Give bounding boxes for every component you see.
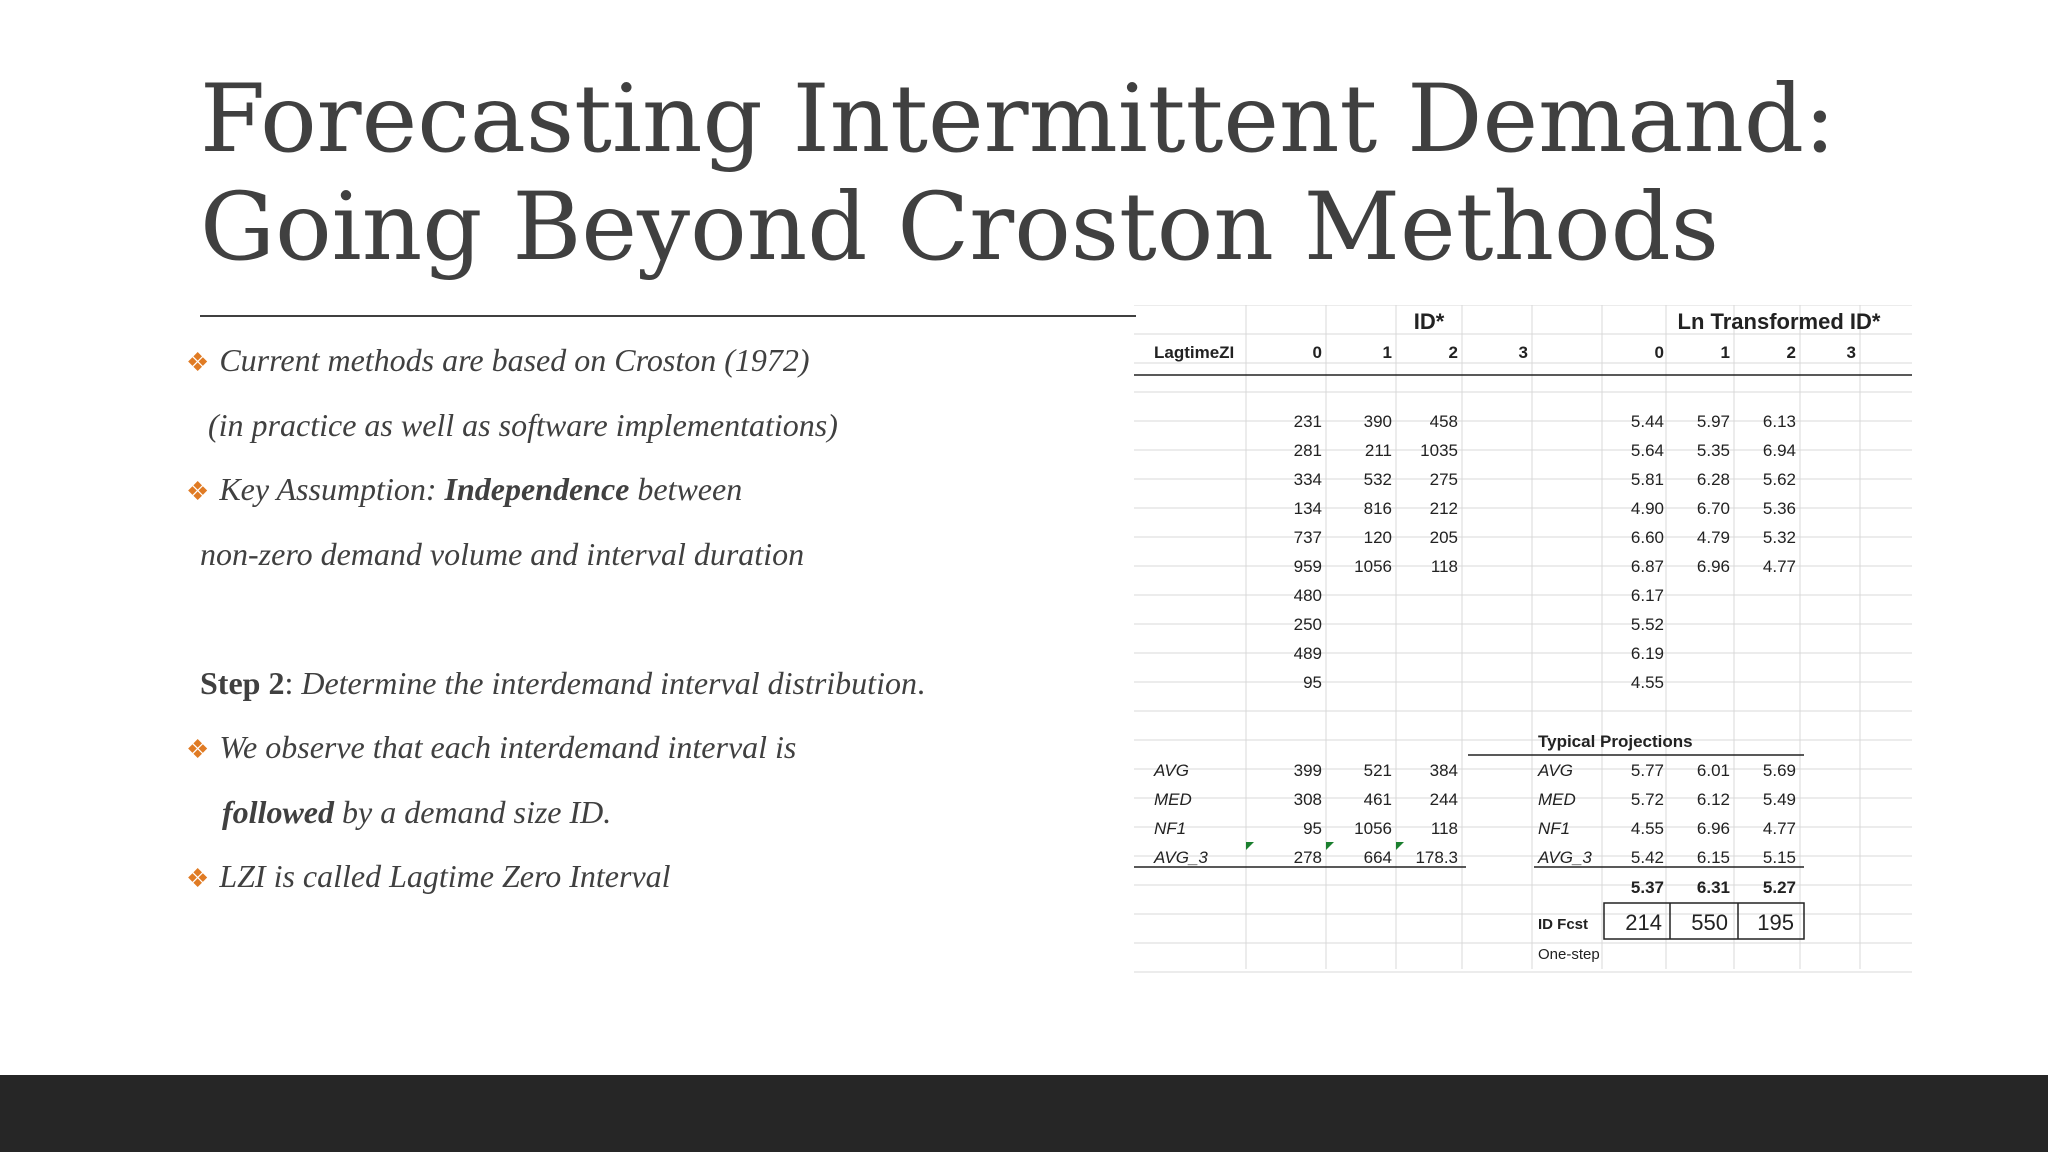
bullet-item <box>186 729 796 766</box>
table-cell: 489 <box>1293 644 1322 663</box>
table-cell: 6.12 <box>1696 790 1730 809</box>
table-cell: 4.77 <box>1762 557 1796 576</box>
typical-projections-label: Typical Projections <box>1538 732 1693 751</box>
bullet-item <box>186 471 742 508</box>
stat-label: AVG <box>1538 761 1573 780</box>
step-label: Step 2 <box>200 665 285 701</box>
table-cell: 458 <box>1429 412 1458 431</box>
bullet-text: by a demand size ID. <box>333 794 612 830</box>
bullet-text: Key Assumption: <box>219 471 445 507</box>
column-header: 1 <box>1720 343 1730 362</box>
spreadsheet-image <box>1134 305 1914 975</box>
step-text: Determine the interdemand interval distribution <box>301 665 917 701</box>
table-cell: 5.69 <box>1762 761 1796 780</box>
table-cell: 205 <box>1429 528 1458 547</box>
footer-bar <box>0 1075 2048 1152</box>
stat-label: NF1 <box>1538 819 1571 838</box>
total-cell: 5.37 <box>1630 878 1664 897</box>
bullet-emphasis: followed <box>222 794 334 830</box>
bullet-text: between <box>629 471 743 507</box>
table-cell: 212 <box>1429 499 1458 518</box>
column-header: 3 <box>1846 343 1856 362</box>
table-cell: 244 <box>1429 790 1458 809</box>
table-cell: 5.62 <box>1762 470 1796 489</box>
step-end: . <box>916 665 925 701</box>
stat-label: AVG <box>1154 761 1189 780</box>
table-cell: 308 <box>1293 790 1322 809</box>
table-cell: 4.90 <box>1630 499 1664 518</box>
table-cell: 134 <box>1293 499 1322 518</box>
slide-title-line-1: Forecasting Intermittent Demand: <box>200 65 1836 174</box>
table-cell: 384 <box>1429 761 1458 780</box>
table-cell: 5.35 <box>1696 441 1730 460</box>
diamond-bullet-icon: ❖ <box>186 864 210 893</box>
table-cell: 6.17 <box>1630 586 1664 605</box>
spreadsheet-grid <box>1134 305 1914 975</box>
table-cell: 120 <box>1363 528 1392 547</box>
table-cell: 5.64 <box>1630 441 1664 460</box>
one-step-label: One-step <box>1538 946 1600 963</box>
table-cell: 5.36 <box>1762 499 1796 518</box>
table-cell: 5.72 <box>1630 790 1664 809</box>
table-cell: 1056 <box>1354 557 1392 576</box>
forecast-label: ID Fcst <box>1538 916 1589 933</box>
bullet-emphasis: Independence <box>444 471 630 507</box>
bullet-text: We observe that each interdemand interval is <box>219 729 797 765</box>
table-cell: 250 <box>1293 615 1322 634</box>
forecast-cell: 195 <box>1757 910 1794 935</box>
table-cell: 390 <box>1363 412 1392 431</box>
table-cell: 118 <box>1430 557 1458 576</box>
bullet-continuation: (in practice as well as software implementations) <box>208 407 838 443</box>
slide-title <box>200 66 1900 282</box>
column-group-header: Ln Transformed ID* <box>1677 309 1881 334</box>
table-cell: 5.77 <box>1630 761 1664 780</box>
stat-label: AVG_3 <box>1538 848 1592 867</box>
table-cell: 231 <box>1293 412 1322 431</box>
stat-label: NF1 <box>1154 819 1187 838</box>
table-cell: 521 <box>1363 761 1392 780</box>
diamond-bullet-icon: ❖ <box>186 348 210 377</box>
cell-warning-marker <box>1326 842 1334 850</box>
table-cell: 6.96 <box>1696 557 1730 576</box>
forecast-cell: 214 <box>1625 910 1662 935</box>
table-cell: 1035 <box>1420 441 1458 460</box>
stat-label: MED <box>1154 790 1192 809</box>
table-cell: 6.60 <box>1630 528 1664 547</box>
title-divider <box>200 315 1136 317</box>
slide-title-line-2: Going Beyond Croston Methods <box>200 173 1720 282</box>
table-cell: 6.28 <box>1696 470 1730 489</box>
column-header: 1 <box>1382 343 1392 362</box>
column-header: 3 <box>1518 343 1528 362</box>
table-cell: 959 <box>1293 557 1322 576</box>
table-cell: 5.81 <box>1630 470 1664 489</box>
table-cell: 4.79 <box>1696 528 1730 547</box>
table-cell: 95 <box>1303 673 1322 692</box>
table-cell: 95 <box>1303 819 1322 838</box>
table-cell: 5.44 <box>1630 412 1664 431</box>
diamond-bullet-icon: ❖ <box>186 735 210 764</box>
table-cell: 6.13 <box>1762 412 1796 431</box>
column-header: 2 <box>1786 343 1796 362</box>
cell-warning-marker <box>1396 842 1404 850</box>
table-cell: 5.52 <box>1630 615 1664 634</box>
table-cell: 5.42 <box>1630 848 1664 867</box>
table-cell: 211 <box>1364 441 1392 460</box>
table-cell: 6.87 <box>1630 557 1664 576</box>
table-cell: 461 <box>1363 790 1392 809</box>
table-cell: 737 <box>1293 528 1322 547</box>
table-cell: 334 <box>1293 470 1322 489</box>
table-cell: 4.55 <box>1630 819 1664 838</box>
table-cell: 6.70 <box>1696 499 1730 518</box>
table-cell: 6.19 <box>1630 644 1664 663</box>
bullet-item <box>186 858 671 895</box>
table-cell: 5.49 <box>1762 790 1796 809</box>
bullet-continuation: non-zero demand volume and interval duration <box>200 536 805 572</box>
table-cell: 275 <box>1429 470 1458 489</box>
step-line <box>200 665 925 702</box>
table-cell: 1056 <box>1354 819 1392 838</box>
row-header-label: LagtimeZI <box>1154 343 1235 362</box>
stat-label: AVG_3 <box>1154 848 1208 867</box>
table-cell: 6.01 <box>1696 761 1730 780</box>
table-cell: 6.96 <box>1696 819 1730 838</box>
table-cell: 6.94 <box>1762 441 1796 460</box>
table-cell: 278 <box>1293 848 1322 867</box>
column-header: 2 <box>1448 343 1458 362</box>
stat-label: MED <box>1538 790 1576 809</box>
total-cell: 6.31 <box>1696 878 1730 897</box>
bullet-continuation <box>222 794 611 831</box>
table-cell: 4.77 <box>1762 819 1796 838</box>
column-group-header: ID* <box>1413 309 1445 334</box>
table-cell: 5.32 <box>1762 528 1796 547</box>
table-cell: 5.97 <box>1696 412 1730 431</box>
total-cell: 5.27 <box>1762 878 1796 897</box>
bullet-item <box>186 342 810 379</box>
table-cell: 281 <box>1293 441 1322 460</box>
diamond-bullet-icon: ❖ <box>186 477 210 506</box>
table-cell: 399 <box>1293 761 1322 780</box>
cell-warning-marker <box>1246 842 1254 850</box>
table-cell: 664 <box>1363 848 1392 867</box>
bullet-text: LZI is called Lagtime Zero Interval <box>219 858 671 894</box>
table-cell: 480 <box>1293 586 1322 605</box>
table-cell: 816 <box>1363 499 1392 518</box>
column-header: 0 <box>1312 343 1322 362</box>
table-cell: 532 <box>1363 470 1392 489</box>
step-colon: : <box>284 665 302 701</box>
table-cell: 178.3 <box>1415 848 1458 867</box>
table-cell: 6.15 <box>1696 848 1730 867</box>
forecast-cell: 550 <box>1691 910 1728 935</box>
table-cell: 5.15 <box>1762 848 1796 867</box>
bullet-text: Current methods are based on Croston (1972) <box>219 342 810 378</box>
column-header: 0 <box>1654 343 1664 362</box>
table-cell: 4.55 <box>1630 673 1664 692</box>
table-cell: 118 <box>1430 819 1458 838</box>
